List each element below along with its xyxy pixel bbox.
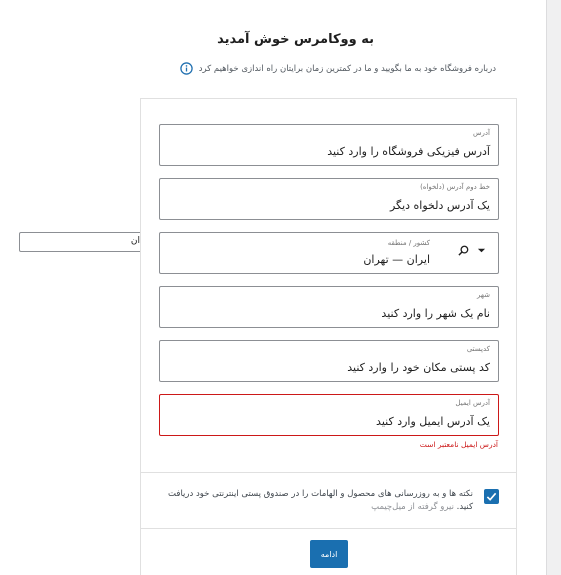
chevron-down-icon[interactable] bbox=[477, 246, 486, 255]
divider bbox=[141, 528, 516, 529]
city-field[interactable] bbox=[159, 286, 499, 328]
address2-label: خط دوم آدرس (دلخواه) bbox=[420, 183, 490, 191]
page-scrollbar[interactable] bbox=[546, 0, 561, 575]
newsletter-checkbox[interactable] bbox=[484, 489, 499, 504]
postcode-label: کدپستی bbox=[466, 345, 490, 353]
city-placeholder: نام یک شهر را وارد کنید bbox=[381, 307, 490, 320]
divider bbox=[141, 472, 516, 473]
address-field[interactable] bbox=[159, 124, 499, 166]
continue-button[interactable]: ادامه bbox=[310, 540, 348, 568]
page-subtitle bbox=[180, 62, 496, 75]
address2-field[interactable] bbox=[159, 178, 499, 220]
newsletter-consent-text bbox=[159, 488, 473, 514]
postcode-placeholder: کد پستی مکان خود را وارد کنید bbox=[347, 361, 490, 374]
email-label: آدرس ایمیل bbox=[455, 399, 490, 407]
page-title: به ووکامرس خوش آمدید bbox=[217, 32, 374, 47]
subtitle-text: درباره فروشگاه خود به ما بگویید و ما در کمترین زمان برایتان راه اندازی خواهیم کرد bbox=[198, 63, 496, 74]
checkmark-icon bbox=[486, 491, 497, 502]
address2-placeholder: یک آدرس دلخواه دیگر bbox=[389, 199, 490, 212]
mailchimp-link[interactable]: نیرو گرفته از میل‌چیمپ bbox=[371, 502, 454, 512]
city-label: شهر bbox=[477, 291, 490, 299]
consent-message: نکته ها و به روزرسانی های محصول و الهامات را در صندوق پستی اینترنتی خود دریافت کنید. bbox=[168, 489, 473, 512]
postcode-field[interactable] bbox=[159, 340, 499, 382]
country-label: کشور / منطقه bbox=[387, 239, 430, 247]
email-placeholder: یک آدرس ایمیل وارد کنید bbox=[376, 415, 490, 428]
address-label: آدرس bbox=[473, 129, 490, 137]
search-icon[interactable] bbox=[458, 245, 469, 256]
email-field[interactable] bbox=[159, 394, 499, 436]
store-details-card bbox=[140, 98, 517, 575]
address-placeholder: آدرس فیزیکی فروشگاه را وارد کنید bbox=[327, 145, 490, 158]
email-error-message: آدرس ایمیل نامعتبر است bbox=[419, 440, 498, 449]
country-value: ایران — تهران bbox=[363, 253, 430, 266]
background-input-field[interactable]: ان bbox=[19, 232, 147, 252]
info-icon[interactable] bbox=[180, 62, 193, 75]
country-region-select[interactable] bbox=[159, 232, 499, 274]
